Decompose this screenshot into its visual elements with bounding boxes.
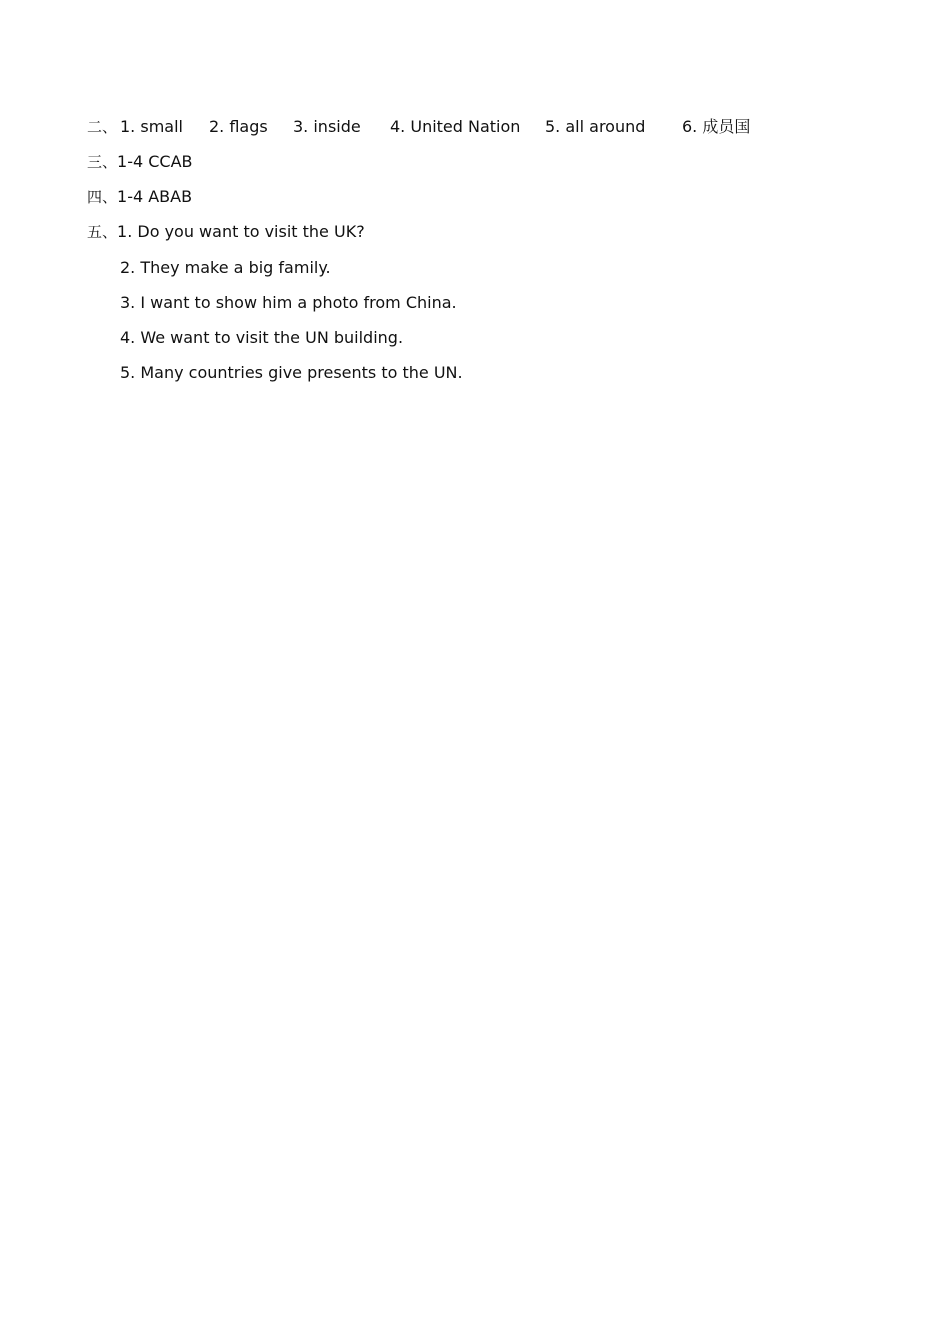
section-5-sentence-4: 4. We want to visit the UN building. <box>120 328 404 347</box>
section-5-sentence-1: 1. Do you want to visit the UK? <box>117 222 365 241</box>
section-4-row <box>87 187 192 207</box>
section-2-item-6: 6. 成员国 <box>682 117 751 136</box>
section-5-marker: 五、 <box>87 223 118 241</box>
section-5-row <box>87 222 365 242</box>
section-5-sentence-3: 3. I want to show him a photo from China. <box>120 293 457 312</box>
section-5-sentence-2: 2. They make a big family. <box>120 258 331 277</box>
section-2-item-5: 5. all around <box>545 117 646 136</box>
section-2-item-4: 4. United Nation <box>390 117 521 136</box>
section-3-answer: 1-4 CCAB <box>117 152 193 171</box>
section-3-marker: 三、 <box>87 153 118 171</box>
section-3-row <box>87 152 193 172</box>
section-2-item-1: 1. small <box>120 117 183 136</box>
section-2-row <box>87 117 787 137</box>
section-2-marker: 二、 <box>87 118 118 136</box>
section-5-sentence-5: 5. Many countries give presents to the UN. <box>120 363 463 382</box>
section-4-answer: 1-4 ABAB <box>117 187 193 206</box>
section-4-marker: 四、 <box>87 188 118 206</box>
section-2-item-2: 2. flags <box>209 117 268 136</box>
section-2-item-3: 3. inside <box>293 117 361 136</box>
